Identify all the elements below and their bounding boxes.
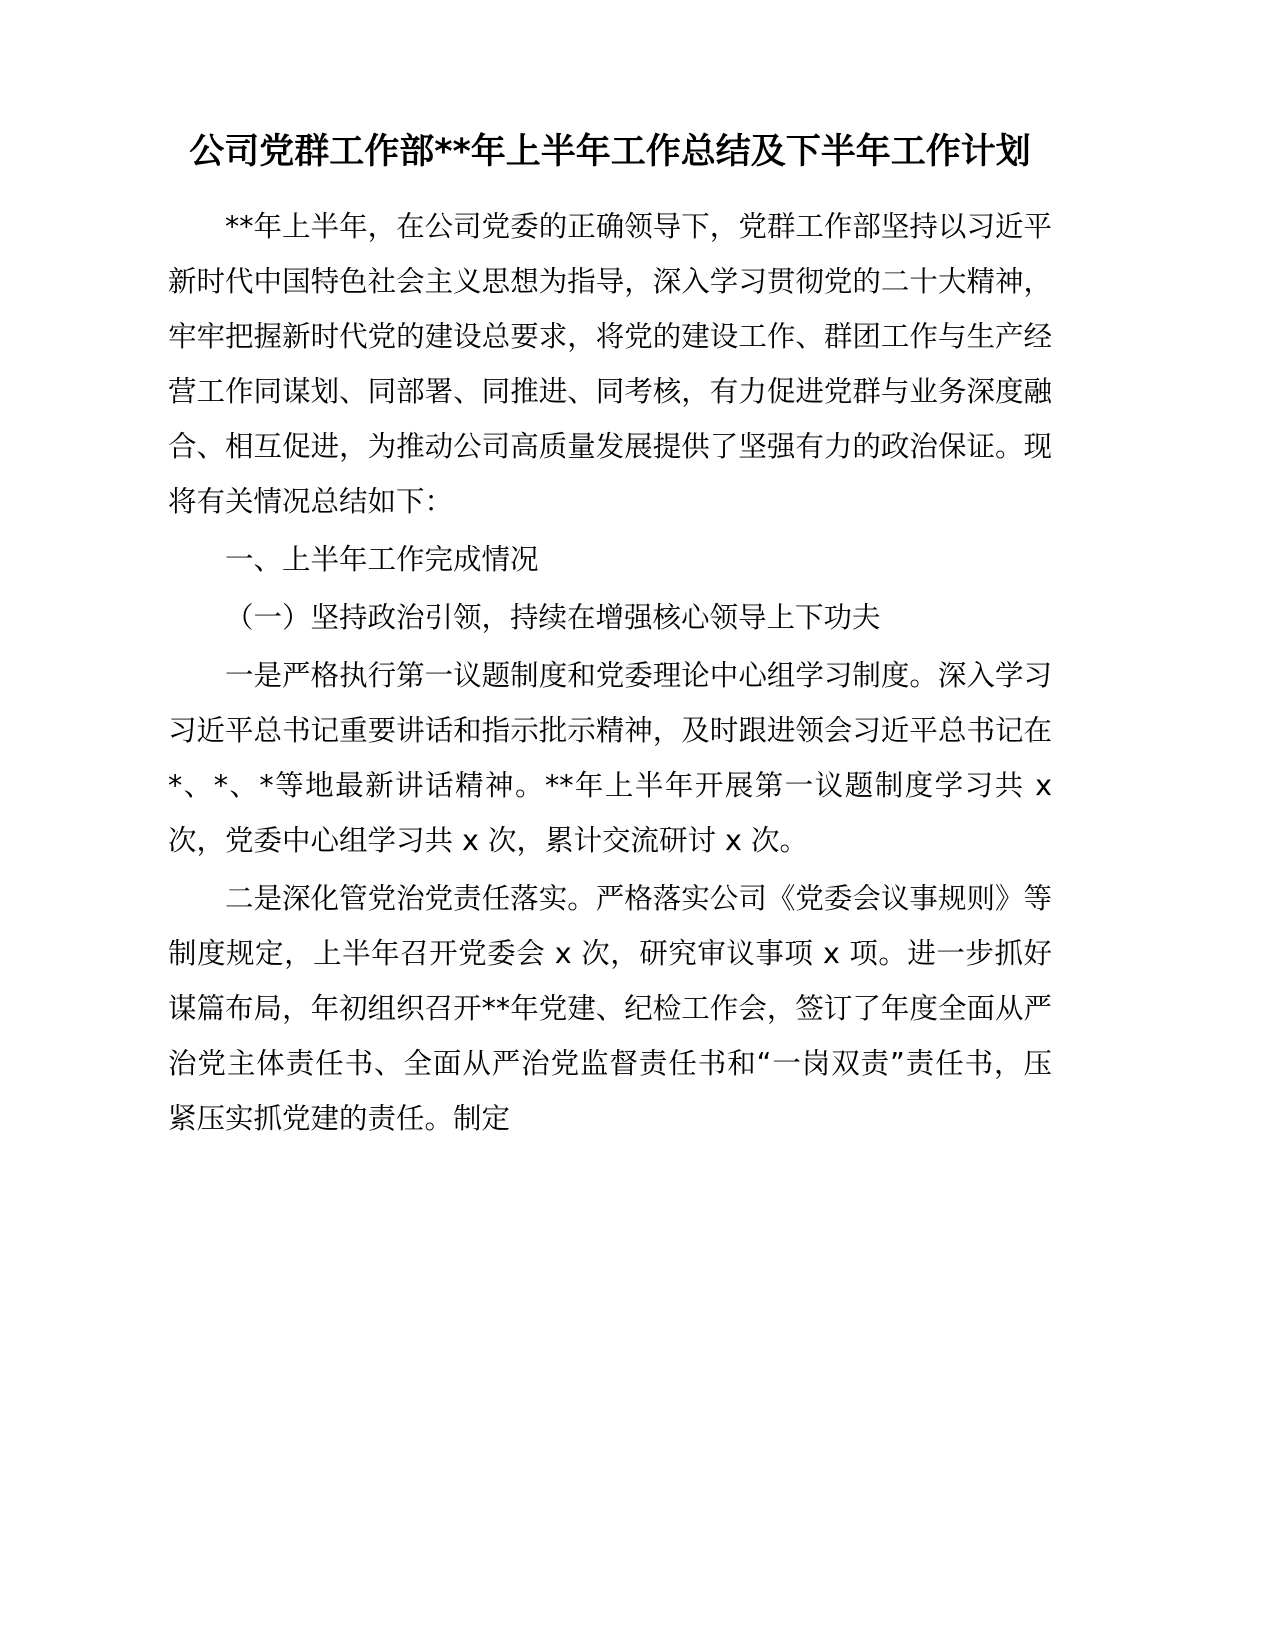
point-two-paragraph: 二是深化管党治党责任落实。严格落实公司《党委会议事规则》等制度规定，上半年召开党委会 x 次，研究审议事项 x 项。进一步抓好谋篇布局，年初组织召开**年党建、纪检工作会，签订了年度全面从严治党主体责任书、全面从严治党监督责任书和“一岗双责”责任书，压紧压实抓党建的责任。制定 xyxy=(168,882,1052,1135)
intro-paragraph: **年上半年，在公司党委的正确领导下，党群工作部坚持以习近平新时代中国特色社会主义思想为指导，深入学习贯彻党的二十大精神，牢牢把握新时代党的建设总要求，将党的建设工作、群团工作与生产经营工作同谋划、同部署、同推进、同考核，有力促进党群与业务深度融合、相互促进，为推动公司高质量发展提供了坚强有力的政治保证。现将有关情况总结如下： xyxy=(168,210,1052,518)
page-title-line-1: 公司党群工作部**年上半年工作总结及下半年 xyxy=(189,132,891,172)
page-title xyxy=(168,128,1052,177)
subsection-heading-1: （一）坚持政治引领，持续在增强核心领导上下功夫 xyxy=(225,601,881,634)
document-content xyxy=(168,128,1052,1146)
point-one-paragraph: 一是严格执行第一议题制度和党委理论中心组学习制度。深入学习习近平总书记重要讲话和指示批示精神，及时跟进领会习近平总书记在*、*、*等地最新讲话精神。**年上半年开展第一议题制度学习共 x 次，党委中心组学习共 x 次，累计交流研讨 x 次。 xyxy=(168,659,1052,857)
page-title-line-2: 工作计划 xyxy=(890,132,1031,172)
section-heading-1: 一、上半年工作完成情况 xyxy=(225,543,539,576)
